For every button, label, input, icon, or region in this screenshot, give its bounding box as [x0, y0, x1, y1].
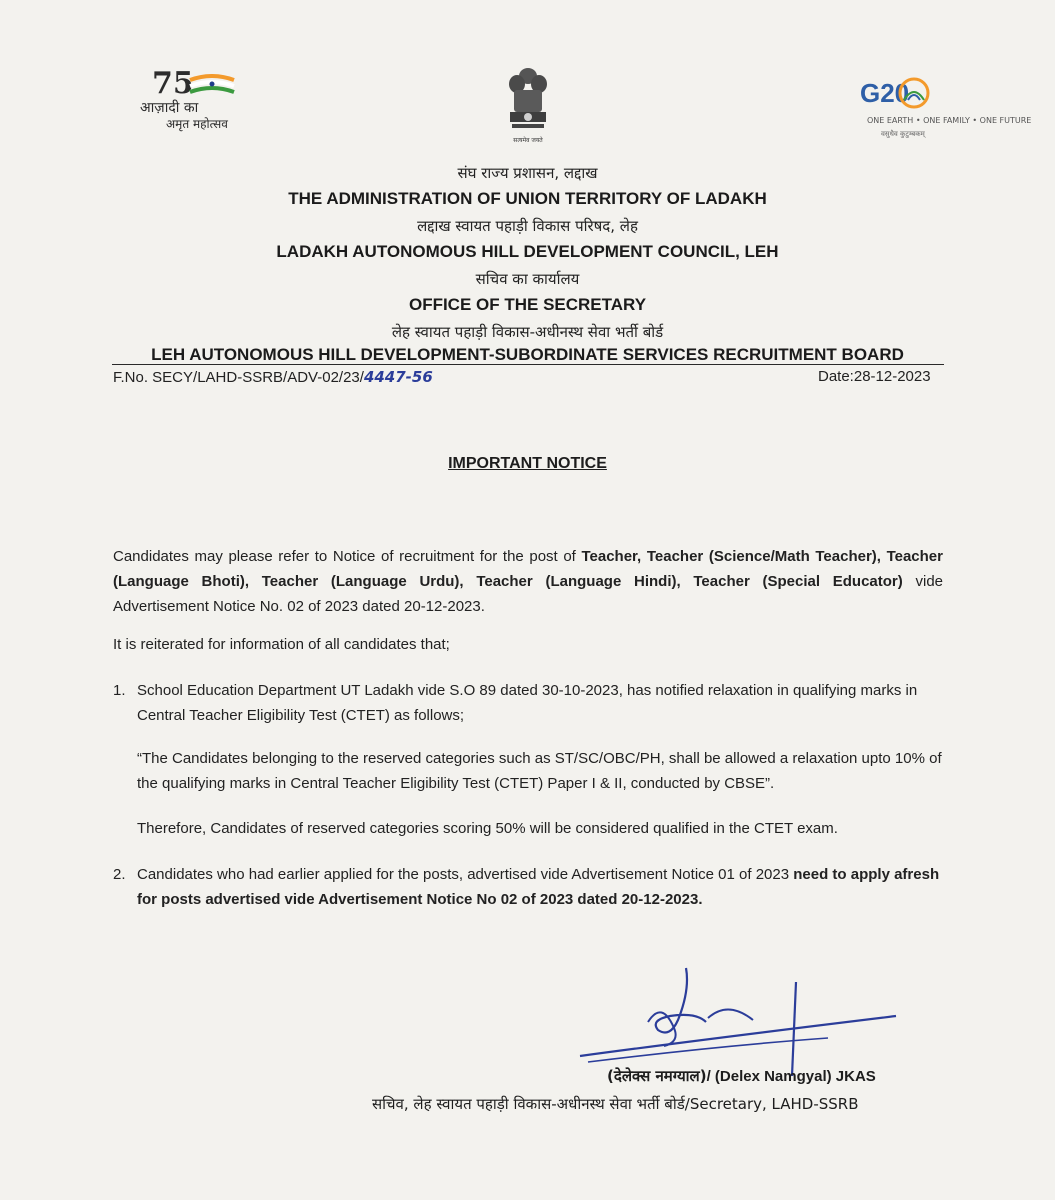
file-number-handwritten: 4447-56: [363, 368, 433, 386]
g20-lotus-globe-icon: [897, 76, 931, 110]
notice-date: Date:28-12-2023: [818, 368, 931, 385]
para1-text1: Candidates may please refer to Notice of recruitment for the post of: [113, 548, 582, 565]
signatory-name: [607, 1066, 876, 1086]
list-item-1: [113, 678, 943, 728]
header-line8-english: LEH AUTONOMOUS HILL DEVELOPMENT-SUBORDINATE SERVICES RECRUITMENT BOARD: [151, 345, 904, 364]
header-line4-english: LADAKH AUTONOMOUS HILL DEVELOPMENT COUNCIL, LEH: [276, 242, 779, 261]
emblem-motto: सत्यमेव जयते: [513, 137, 543, 144]
header-line3-hindi: लद्दाख स्वायत पहाड़ी विकास परिषद, लेह: [417, 217, 638, 235]
national-emblem-icon: [500, 62, 556, 152]
list-item-1-number: 1.: [113, 682, 126, 699]
logo-75-number: 75: [152, 66, 194, 101]
header-line2-english: THE ADMINISTRATION OF UNION TERRITORY OF LADAKH: [288, 189, 767, 208]
header-line1-hindi: संघ राज्य प्रशासन, लद्दाख: [457, 164, 598, 182]
paragraph-reiterated: It is reiterated for information of all candidates that;: [113, 636, 450, 653]
therefore-text: Therefore, Candidates of reserved categories scoring 50% will be considered qualified in the CTET exam.: [137, 820, 838, 837]
g20-logo: [845, 70, 1032, 150]
list-item-2-text: [137, 862, 943, 912]
signatory-name-separator: /: [706, 1068, 711, 1085]
logo-75-line2: अमृत महोत्सव: [166, 117, 228, 131]
azadi-ka-amrit-mahotsav-logo: [140, 66, 250, 131]
signatory-name-english: (Delex Namgyal) JKAS: [714, 1068, 876, 1085]
header-divider: [112, 364, 944, 365]
paragraph-intro: [113, 544, 943, 619]
header-line6-english: OFFICE OF THE SECRETARY: [408, 295, 647, 314]
logo-75-line1: आज़ादी का: [140, 100, 199, 116]
flag-swoosh-icon: [188, 74, 236, 94]
file-number-printed: F.No. SECY/LAHD-SSRB/ADV-02/23/: [113, 369, 364, 386]
signatory-name-hindi: (देलेक्स नमग्याल): [607, 1067, 707, 1085]
list-item-2-number: 2.: [113, 866, 126, 883]
g20-tagline-hindi: वसुधैव कुटुम्बकम्: [881, 130, 925, 138]
header-line5-hindi: सचिव का कार्यालय: [475, 270, 580, 288]
list-item-2-plain: Candidates who had earlier applied for the posts, advertised vide Advertisement Notice 01 of 2023: [137, 866, 794, 883]
signatory-designation: सचिव, लेह स्वायत पहाड़ी विकास-अधीनस्थ सेवा भर्ती बोर्ड/Secretary, LAHD-SSRB: [372, 1095, 859, 1113]
notice-title: IMPORTANT NOTICE: [448, 455, 607, 472]
handwritten-signature-icon: [578, 960, 898, 1080]
header-line7-hindi: लेह स्वायत पहाड़ी विकास-अधीनस्थ सेवा भर्ती बोर्ड: [391, 323, 664, 341]
para1-text2: vide Advertisement Notice No. 02 of 2023 dated 20-12-2023.: [113, 573, 943, 615]
para1-posts: Teacher, Teacher (Science/Math Teacher), Teacher (Language Bhoti), Teacher (Language Urdu), Teacher (Language Hindi), Teacher (Special Educator): [113, 548, 943, 590]
g20-text: G20: [860, 78, 910, 108]
g20-tagline: ONE EARTH • ONE FAMILY • ONE FUTURE: [867, 116, 1032, 125]
list-item-1-text: School Education Department UT Ladakh vide S.O 89 dated 30-10-2023, has notified relaxation in qualifying marks in Central Teacher Eligibility Test (CTET) as follows;: [137, 682, 918, 724]
file-number: [113, 368, 433, 386]
quoted-relaxation: “The Candidates belonging to the reserved categories such as ST/SC/OBC/PH, shall be allowed a relaxation upto 10% of the qualifying marks in Central Teacher Eligibility Test (CTET) Paper I & II, conducted by CBSE”.: [137, 750, 942, 792]
list-item-2: [113, 862, 943, 912]
list-item-2-bold: need to apply afresh for posts advertised vide Advertisement Notice No 02 of 2023 dated 20-12-2023.: [137, 866, 940, 908]
